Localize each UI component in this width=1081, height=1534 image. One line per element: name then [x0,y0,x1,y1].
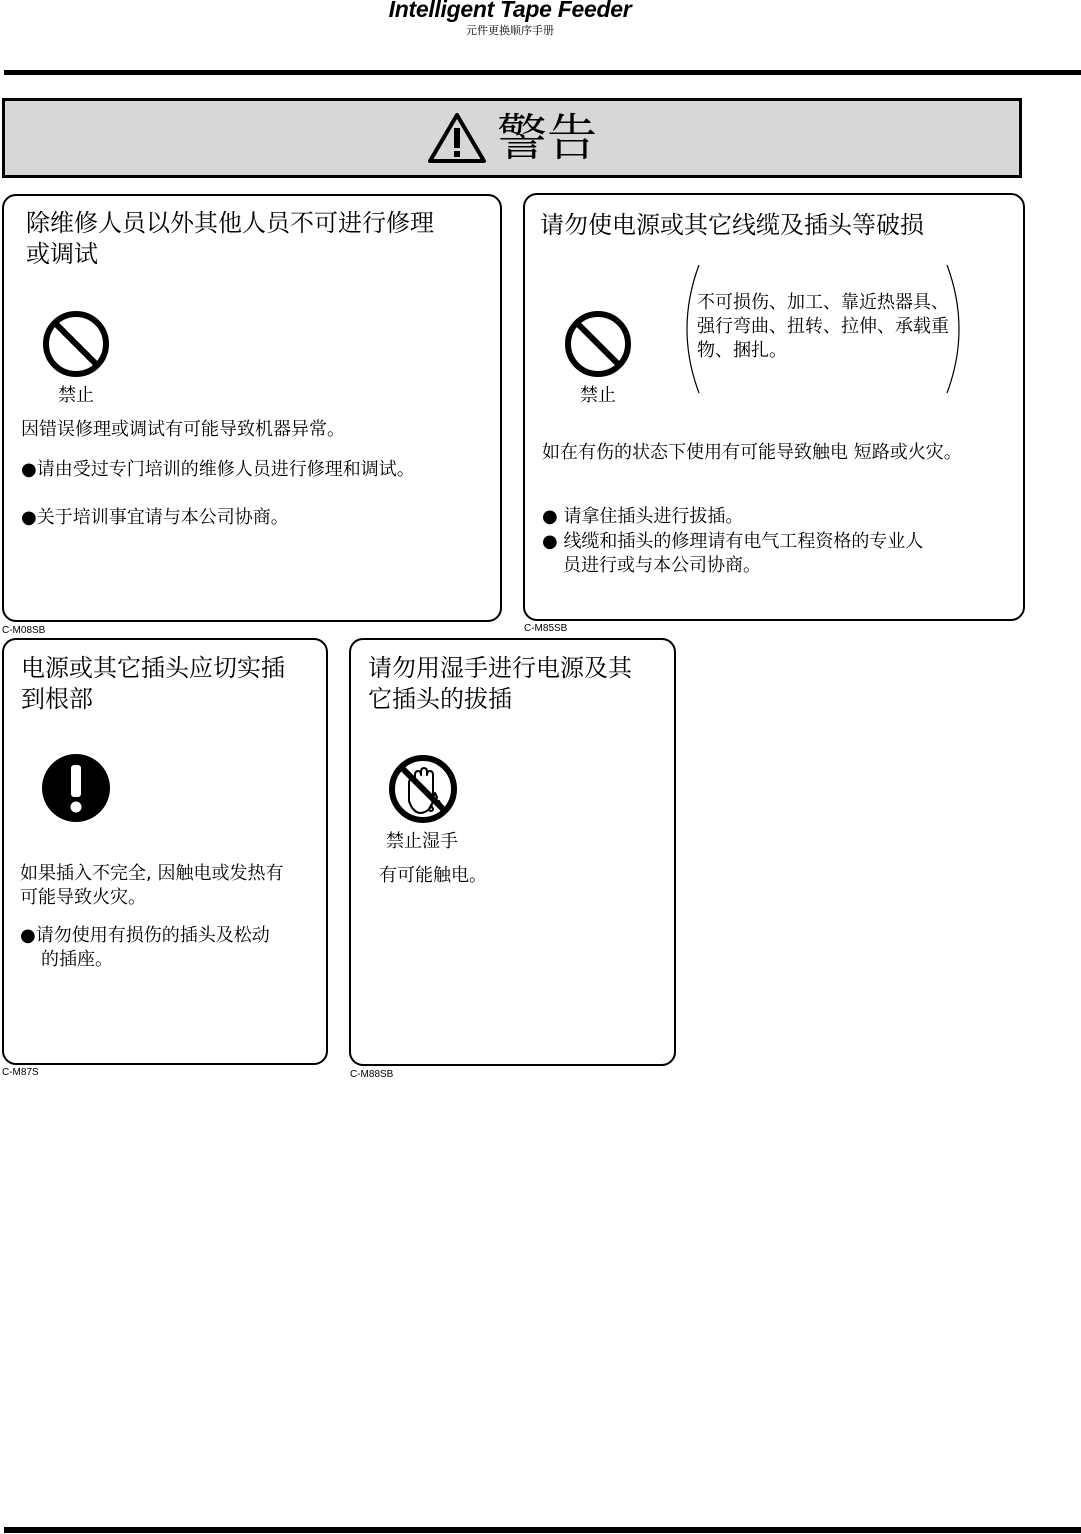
panel-description: 因错误修理或调试有可能导致机器异常。 [21,419,345,440]
bullet-item: ●请由受过专门培训的维修人员进行修理和调试。 [21,459,415,480]
panel-plug-insertion [2,638,328,1065]
bullet-item: ●关于培训事宜请与本公司协商。 [21,507,289,528]
top-rule [4,70,1081,75]
panel-code: C-M08SB [2,625,46,636]
warning-banner [2,98,1022,178]
panel-description: 有可能触电。 [379,865,487,886]
panel-unauthorized-repair [2,194,502,622]
prohibition-icon [563,309,633,379]
warning-heading: 警告 [497,109,597,167]
document-title: Intelligent Tape Feeder [388,0,632,22]
panel-title: 请勿使电源或其它线缆及插头等破损 [540,211,924,239]
panel-code: C-M88SB [350,1069,394,1080]
panel-code: C-M87S [2,1067,39,1078]
document-subtitle: 元件更换顺序手册 [466,24,554,37]
panel-title: 除维修人员以外其他人员不可进行修理 或调试 [26,209,434,268]
warning-triangle-icon [427,112,487,164]
panel-cable-damage [523,193,1025,621]
icon-label: 禁止湿手 [386,831,458,852]
panel-title: 请勿用湿手进行电源及其 它插头的拔插 [368,654,632,713]
bullet-item: ●请勿使用有损伤的插头及松动 [20,925,270,946]
bullet-item-continued: 的插座。 [41,949,113,970]
panel-wet-hands [349,638,676,1066]
bullet-item: ● 请拿住插头进行拔插。 [542,506,744,527]
panel-title: 电源或其它插头应切实插 到根部 [21,654,285,713]
prohibition-icon [41,309,111,379]
panel-description: 如在有伤的状态下使用有可能导致触电 短路或火灾。 [542,442,962,463]
panel-code: C-M85SB [524,623,568,634]
bullet-item: ● 线缆和插头的修理请有电气工程资格的专业人 [542,531,924,552]
no-wet-hands-icon [387,753,459,825]
bullet-item-continued: 员进行或与本公司协商。 [563,555,761,576]
bottom-rule [4,1527,1081,1533]
panel-description: 如果插入不完全, 因触电或发热有 可能导致火灾。 [20,863,284,908]
icon-label: 禁止 [58,385,94,406]
handling-note: 不可损伤、加工、靠近热器具、 强行弯曲、扭转、拉伸、承载重 物、捆扎。 [697,292,949,361]
mandatory-exclamation-icon [41,753,111,823]
icon-label: 禁止 [580,385,616,406]
